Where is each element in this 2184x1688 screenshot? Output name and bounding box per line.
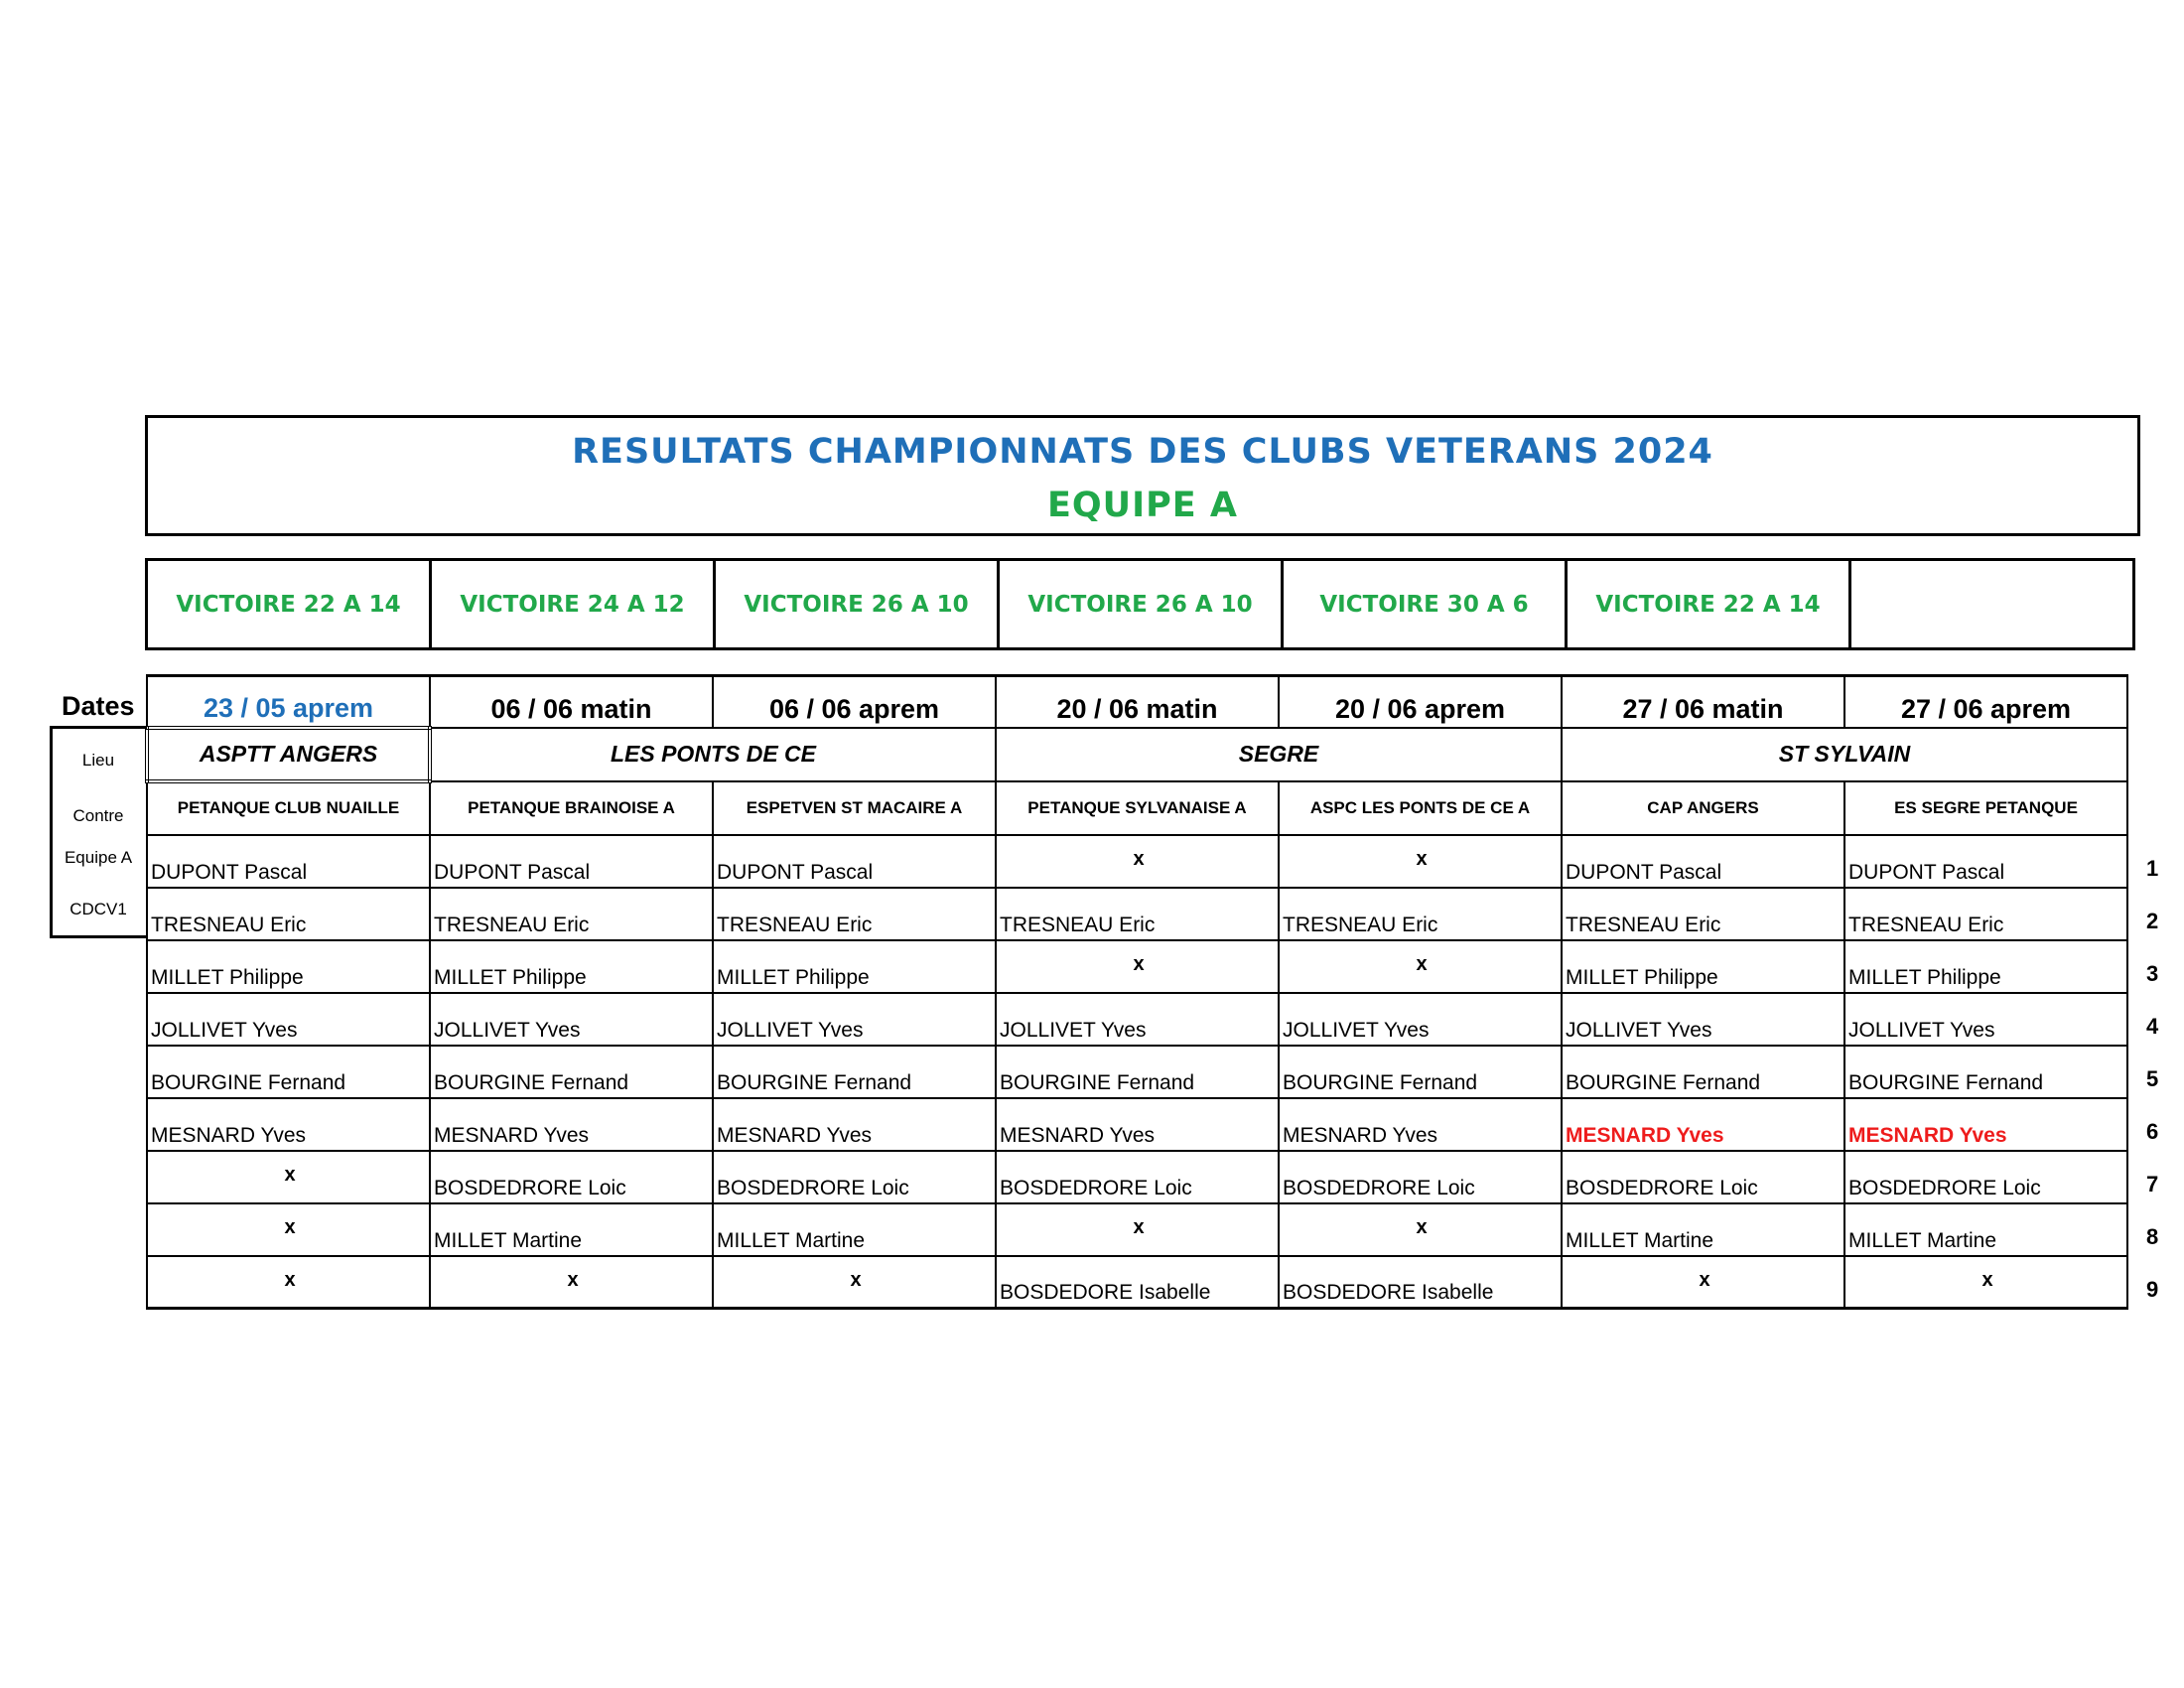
row-number: 9 <box>2146 1277 2159 1302</box>
player-cell: MESNARD Yves <box>430 1098 713 1151</box>
player-cell: BOURGINE Fernand <box>430 1046 713 1098</box>
lieu-row <box>147 728 2127 781</box>
absent-cell: x <box>1562 1256 1844 1309</box>
player-rows <box>147 835 2127 1309</box>
player-cell: BOSDEDRORE Loic <box>1279 1151 1562 1203</box>
player-cell: BOURGINE Fernand <box>147 1046 430 1098</box>
player-cell: BOSDEDRORE Loic <box>430 1151 713 1203</box>
lieu-label: Lieu <box>81 751 115 770</box>
absent-cell: x <box>1279 940 1562 993</box>
player-cell: DUPONT Pascal <box>147 835 430 888</box>
date-cell: 06 / 06 aprem <box>713 676 996 728</box>
opponent-cell: ES SEGRE PETANQUE <box>1844 781 2127 835</box>
player-cell: MILLET Philippe <box>1844 940 2127 993</box>
player-cell: BOSDEDRORE Loic <box>713 1151 996 1203</box>
date-cell: 20 / 06 matin <box>996 676 1279 728</box>
absent-cell: x <box>147 1203 430 1256</box>
player-cell: MILLET Martine <box>1844 1203 2127 1256</box>
lieu-cell: SEGRE <box>996 728 1562 781</box>
player-cell: MILLET Martine <box>713 1203 996 1256</box>
absent-cell: x <box>996 1203 1279 1256</box>
table-row <box>147 1098 2127 1151</box>
player-cell: BOURGINE Fernand <box>1844 1046 2127 1098</box>
opponent-cell: PETANQUE CLUB NUAILLE <box>147 781 430 835</box>
row-number: 8 <box>2146 1224 2159 1249</box>
player-cell: JOLLIVET Yves <box>147 993 430 1046</box>
result-cell <box>1850 560 2134 649</box>
player-cell: JOLLIVET Yves <box>996 993 1279 1046</box>
date-cell: 06 / 06 matin <box>430 676 713 728</box>
table-row <box>147 940 2127 993</box>
player-cell: JOLLIVET Yves <box>1844 993 2127 1046</box>
player-cell: TRESNEAU Eric <box>1562 888 1844 940</box>
player-cell: MESNARD Yves <box>1844 1098 2127 1151</box>
opponent-cell: ESPETVEN ST MACAIRE A <box>713 781 996 835</box>
code-label: CDCV1 <box>69 900 127 918</box>
player-cell: BOSDEDORE Isabelle <box>996 1256 1279 1309</box>
player-cell: BOURGINE Fernand <box>713 1046 996 1098</box>
player-cell: MESNARD Yves <box>713 1098 996 1151</box>
player-cell: TRESNEAU Eric <box>147 888 430 940</box>
player-cell: BOSDEDRORE Loic <box>1844 1151 2127 1203</box>
date-cell: 23 / 05 aprem <box>147 676 430 728</box>
absent-cell: x <box>996 835 1279 888</box>
result-cell: VICTOIRE 30 A 6 <box>1283 560 1567 649</box>
player-cell: MESNARD Yves <box>1279 1098 1562 1151</box>
player-cell: DUPONT Pascal <box>1844 835 2127 888</box>
absent-cell: x <box>1844 1256 2127 1309</box>
table-row <box>147 888 2127 940</box>
table-row <box>147 1203 2127 1256</box>
title-box <box>145 415 2140 536</box>
player-cell: TRESNEAU Eric <box>996 888 1279 940</box>
player-cell: BOSDEDORE Isabelle <box>1279 1256 1562 1309</box>
row-number: 3 <box>2146 961 2159 986</box>
player-cell: TRESNEAU Eric <box>430 888 713 940</box>
row-number: 7 <box>2146 1172 2159 1196</box>
player-cell: JOLLIVET Yves <box>1279 993 1562 1046</box>
result-cell: VICTOIRE 24 A 12 <box>431 560 715 649</box>
date-cell: 27 / 06 aprem <box>1844 676 2127 728</box>
player-cell: TRESNEAU Eric <box>1844 888 2127 940</box>
dates-row <box>147 676 2127 728</box>
row-number: 5 <box>2146 1066 2159 1091</box>
player-cell: DUPONT Pascal <box>1562 835 1844 888</box>
absent-cell: x <box>713 1256 996 1309</box>
lieu-cell: ASPTT ANGERS <box>147 728 430 781</box>
results-row <box>145 558 2135 650</box>
player-cell: TRESNEAU Eric <box>713 888 996 940</box>
player-cell: MILLET Martine <box>430 1203 713 1256</box>
page-subtitle: EQUIPE A <box>1047 486 1238 525</box>
equipe-label: Equipe A <box>64 848 133 867</box>
lieu-cell: ST SYLVAIN <box>1562 728 2127 781</box>
page-title: RESULTATS CHAMPIONNATS DES CLUBS VETERANS 2024 <box>572 432 1713 472</box>
row-number: 1 <box>2146 856 2159 881</box>
player-cell: BOURGINE Fernand <box>1562 1046 1844 1098</box>
player-cell: JOLLIVET Yves <box>713 993 996 1046</box>
team-table <box>145 674 2128 1310</box>
row-number: 2 <box>2146 909 2159 933</box>
opponent-cell: PETANQUE SYLVANAISE A <box>996 781 1279 835</box>
player-cell: MILLET Philippe <box>713 940 996 993</box>
date-cell: 20 / 06 aprem <box>1279 676 1562 728</box>
player-cell: MILLET Philippe <box>1562 940 1844 993</box>
table-row <box>147 993 2127 1046</box>
player-cell: MESNARD Yves <box>147 1098 430 1151</box>
player-cell: DUPONT Pascal <box>430 835 713 888</box>
player-cell: TRESNEAU Eric <box>1279 888 1562 940</box>
table-row <box>147 1046 2127 1098</box>
opponent-cell: PETANQUE BRAINOISE A <box>430 781 713 835</box>
opponent-cell: CAP ANGERS <box>1562 781 1844 835</box>
result-cell: VICTOIRE 22 A 14 <box>1567 560 1850 649</box>
player-cell: BOSDEDRORE Loic <box>996 1151 1279 1203</box>
lieu-cell: LES PONTS DE CE <box>430 728 996 781</box>
result-cell: VICTOIRE 22 A 14 <box>147 560 431 649</box>
table-row <box>147 1256 2127 1309</box>
player-cell: BOURGINE Fernand <box>1279 1046 1562 1098</box>
player-cell: MILLET Philippe <box>147 940 430 993</box>
absent-cell: x <box>1279 835 1562 888</box>
player-cell: MILLET Martine <box>1562 1203 1844 1256</box>
absent-cell: x <box>1279 1203 1562 1256</box>
contre-row <box>147 781 2127 835</box>
player-cell: MILLET Philippe <box>430 940 713 993</box>
contre-label: Contre <box>72 806 124 825</box>
player-cell: DUPONT Pascal <box>713 835 996 888</box>
player-cell: BOURGINE Fernand <box>996 1046 1279 1098</box>
opponent-cell: ASPC LES PONTS DE CE A <box>1279 781 1562 835</box>
dates-label: Dates <box>62 691 135 721</box>
absent-cell: x <box>147 1151 430 1203</box>
absent-cell: x <box>430 1256 713 1309</box>
table-row <box>147 835 2127 888</box>
player-cell: MESNARD Yves <box>996 1098 1279 1151</box>
row-number: 4 <box>2146 1014 2159 1039</box>
date-cell: 27 / 06 matin <box>1562 676 1844 728</box>
player-cell: JOLLIVET Yves <box>430 993 713 1046</box>
player-cell: MESNARD Yves <box>1562 1098 1844 1151</box>
row-number: 6 <box>2146 1119 2159 1144</box>
player-cell: BOSDEDRORE Loic <box>1562 1151 1844 1203</box>
result-cell: VICTOIRE 26 A 10 <box>715 560 999 649</box>
absent-cell: x <box>147 1256 430 1309</box>
player-cell: JOLLIVET Yves <box>1562 993 1844 1046</box>
result-cell: VICTOIRE 26 A 10 <box>999 560 1283 649</box>
absent-cell: x <box>996 940 1279 993</box>
table-row <box>147 1151 2127 1203</box>
